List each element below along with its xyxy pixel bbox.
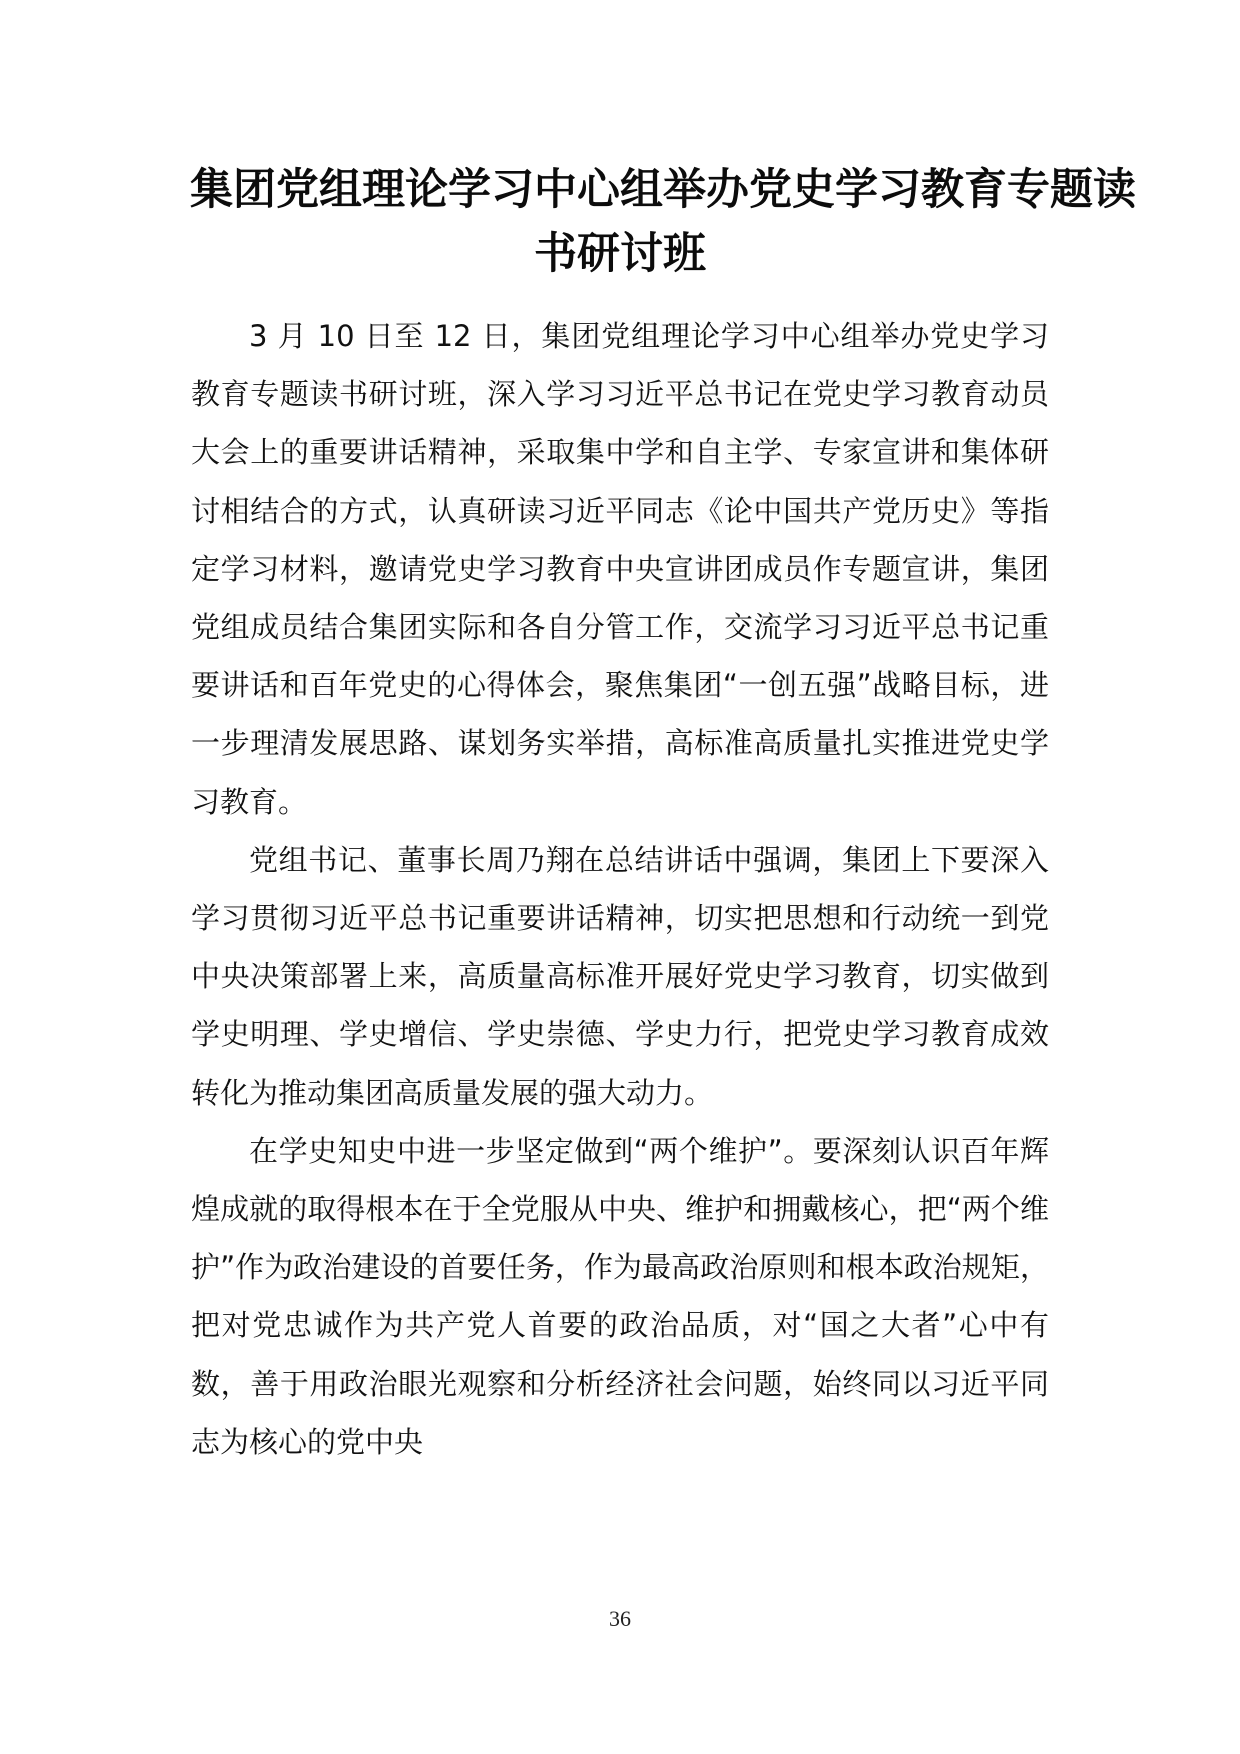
paragraph-3: 在学史知史中进一步坚定做到“两个维护”。要深刻认识百年辉煌成就的取得根本在于全党服从中央、维护和拥戴核心，把“两个维护”作为政治建设的首要任务，作为最高政治原则和根本政治规矩，把对党忠诚作为共产党人首要的政治品质，对“国之大者”心中有数，善于用政治眼光观察和分析经济社会问题，始终同以习近平同志为核心的党中央	[191, 1133, 1049, 1459]
title-line-2: 书研讨班	[534, 229, 706, 279]
document-title	[190, 158, 1136, 286]
paragraph-2: 党组书记、董事长周乃翔在总结讲话中强调，集团上下要深入学习贯彻习近平总书记重要讲话精神，切实把思想和行动统一到党中央决策部署上来，高质量高标准开展好党史学习教育，切实做到学史明理、学史增信、学史崇德、学史力行，把党史学习教育成效转化为推动集团高质量发展的强大动力。	[191, 842, 1049, 1110]
page-number: 36	[609, 1606, 631, 1631]
article-body	[191, 307, 1049, 1471]
title-line-1: 集团党组理论学习中心组举办党史学习教育专题读	[190, 165, 1136, 215]
paragraph-1: 3 月 10 日至 12 日，集团党组理论学习中心组举办党史学习教育专题读书研讨班，深入学习习近平总书记在党史学习教育动员大会上的重要讲话精神，采取集中学和自主学、专家宣讲和集体研讨相结合的方式，认真研读习近平同志《论中国共产党历史》等指定学习材料，邀请党史学习教育中央宣讲团成员作专题宣讲，集团党组成员结合集团实际和各自分管工作，交流学习习近平总书记重要讲话和百年党史的心得体会，聚焦集团“一创五强”战略目标，进一步理清发展思路、谋划务实举措，高标准高质量扎实推进党史学习教育。	[191, 319, 1049, 819]
